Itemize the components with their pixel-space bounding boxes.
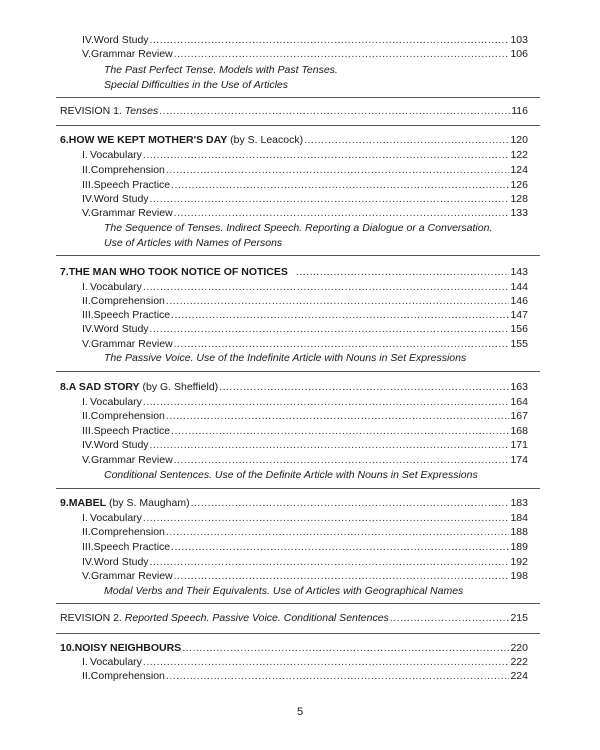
entry-page: 126	[510, 179, 528, 191]
entry-label: Grammar Review	[90, 570, 173, 582]
entry-page: 215	[510, 612, 528, 624]
entry-label: Word Study	[93, 34, 149, 46]
entry-description: Modal Verbs and Their Equivalents. Use of Articles with Geographical Names	[104, 585, 464, 597]
leader-dots	[150, 33, 510, 47]
toc-entry	[82, 294, 528, 308]
leader-dots	[390, 611, 510, 625]
entry-label: Comprehension	[90, 670, 165, 682]
leader-dots	[166, 163, 510, 177]
unit-number: 7.	[60, 266, 69, 278]
unit-title: NOISY NEIGHBOURS	[74, 642, 182, 654]
unit-author: (by G. Sheffield)	[142, 381, 219, 393]
unit-heading	[60, 133, 528, 147]
leader-dots	[143, 511, 510, 525]
entry-page: 106	[510, 48, 528, 60]
entry-page: 222	[510, 656, 528, 668]
leader-dots	[174, 47, 510, 61]
leader-dots	[219, 380, 509, 394]
entry-description: The Past Perfect Tense. Models with Past Tenses.	[104, 64, 338, 76]
entry-number: V.	[82, 48, 91, 60]
entry-number: I.	[82, 149, 88, 161]
leader-dots	[150, 555, 510, 569]
entry-label: Word Study	[93, 556, 149, 568]
entry-number: IV.	[82, 34, 94, 46]
entry-page: 220	[510, 642, 528, 654]
entry-page: 155	[510, 338, 528, 350]
entry-number: I.	[82, 396, 88, 408]
toc-entry	[82, 438, 528, 452]
leader-dots	[171, 178, 509, 192]
entry-number: IV.	[82, 193, 94, 205]
leader-dots	[174, 337, 510, 351]
toc-entry	[82, 308, 528, 322]
leader-dots	[159, 104, 510, 118]
entry-label: Grammar Review	[90, 338, 173, 350]
unit-title: A SAD STORY	[68, 381, 140, 393]
toc-entry	[82, 453, 528, 467]
leader-dots	[296, 265, 510, 279]
entry-label: Comprehension	[90, 164, 165, 176]
entry-number: III.	[82, 179, 94, 191]
revision-title: Tenses	[124, 105, 159, 117]
entry-page: 124	[510, 164, 528, 176]
leader-dots	[143, 280, 510, 294]
entry-description: Conditional Sentences. Use of the Definite Article with Nouns in Set Expressions	[104, 469, 478, 481]
entry-number: V.	[82, 570, 91, 582]
entry-label: Vocabulary	[89, 149, 142, 161]
revision-entry	[60, 104, 528, 118]
leader-dots	[171, 424, 509, 438]
entry-number: II.	[82, 295, 91, 307]
entry-number: IV.	[82, 439, 94, 451]
unit-number: 10.	[60, 642, 75, 654]
toc-entry	[82, 33, 528, 47]
entry-number: IV.	[82, 556, 94, 568]
divider	[56, 488, 540, 489]
entry-label: Vocabulary	[89, 656, 142, 668]
entry-label: Vocabulary	[89, 281, 142, 293]
entry-label: Grammar Review	[90, 48, 173, 60]
leader-dots	[182, 641, 509, 655]
leader-dots	[143, 395, 510, 409]
entry-label: Vocabulary	[89, 396, 142, 408]
toc-entry	[82, 178, 528, 192]
entry-label: Word Study	[93, 323, 149, 335]
leader-dots	[143, 148, 510, 162]
toc-entry	[82, 192, 528, 206]
entry-label: Comprehension	[90, 526, 165, 538]
entry-page: 188	[510, 526, 528, 538]
revision-entry	[60, 611, 528, 625]
entry-number: II.	[82, 526, 91, 538]
unit-heading	[60, 380, 528, 394]
entry-page: 147	[510, 309, 528, 321]
entry-label: Comprehension	[90, 410, 165, 422]
revision-prefix: REVISION 1.	[60, 105, 122, 117]
toc-entry	[82, 47, 528, 61]
entry-number: II.	[82, 410, 91, 422]
entry-number: V.	[82, 207, 91, 219]
entry-label: Grammar Review	[90, 454, 173, 466]
unit-author: (by S. Leacock)	[230, 134, 304, 146]
entry-number: I.	[82, 281, 88, 293]
entry-page: 122	[510, 149, 528, 161]
unit-title: HOW WE KEPT MOTHER'S DAY	[68, 134, 228, 146]
entry-page: 171	[510, 439, 528, 451]
entry-page: 128	[510, 193, 528, 205]
toc-entry	[82, 148, 528, 162]
entry-page: 143	[510, 266, 528, 278]
entry-page: 174	[510, 454, 528, 466]
entry-label: Speech Practice	[93, 541, 171, 553]
toc-entry	[82, 163, 528, 177]
entry-label: Word Study	[93, 439, 149, 451]
divider	[56, 633, 540, 634]
toc-entry	[82, 206, 528, 220]
entry-description: The Passive Voice. Use of the Indefinite Article with Nouns in Set Expressions	[104, 352, 467, 364]
leader-dots	[304, 133, 509, 147]
toc-entry	[82, 409, 528, 423]
unit-number: 6.	[60, 134, 69, 146]
divider	[56, 255, 540, 256]
entry-page: 189	[510, 541, 528, 553]
unit-heading	[60, 265, 528, 279]
entry-number: V.	[82, 338, 91, 350]
entry-page: 144	[510, 281, 528, 293]
entry-page: 120	[510, 134, 528, 146]
toc-entry	[82, 525, 528, 539]
page-number: 5	[296, 706, 304, 718]
entry-number: III.	[82, 309, 94, 321]
entry-label: Speech Practice	[93, 179, 171, 191]
toc-entry	[82, 555, 528, 569]
toc-entry	[82, 540, 528, 554]
revision-title: Reported Speech. Passive Voice. Conditional Sentences	[124, 612, 389, 624]
unit-heading	[60, 496, 528, 510]
toc-entry	[82, 337, 528, 351]
entry-page: 116	[511, 105, 528, 117]
leader-dots	[150, 322, 510, 336]
unit-heading	[60, 641, 528, 655]
divider	[56, 603, 540, 604]
entry-page: 192	[510, 556, 528, 568]
entry-number: III.	[82, 425, 94, 437]
entry-page: 198	[510, 570, 528, 582]
toc-entry	[82, 424, 528, 438]
leader-dots	[171, 308, 509, 322]
entry-page: 184	[510, 512, 528, 524]
entry-page: 168	[510, 425, 528, 437]
toc-entry	[82, 322, 528, 336]
leader-dots	[166, 525, 510, 539]
entry-page: 163	[510, 381, 528, 393]
entry-label: Word Study	[93, 193, 149, 205]
entry-number: I.	[82, 656, 88, 668]
entry-label: Grammar Review	[90, 207, 173, 219]
toc-entry	[82, 395, 528, 409]
entry-page: 167	[510, 410, 528, 422]
toc-entry	[82, 280, 528, 294]
leader-dots	[143, 655, 510, 669]
leader-dots	[150, 192, 510, 206]
toc-entry	[82, 511, 528, 525]
entry-number: V.	[82, 454, 91, 466]
entry-number: IV.	[82, 323, 94, 335]
divider	[56, 371, 540, 372]
entry-page: 133	[510, 207, 528, 219]
entry-page: 146	[510, 295, 528, 307]
entry-number: III.	[82, 541, 94, 553]
leader-dots	[174, 569, 510, 583]
divider	[56, 97, 540, 98]
unit-number: 8.	[60, 381, 69, 393]
toc-entry	[82, 655, 528, 669]
leader-dots	[166, 409, 510, 423]
entry-label: Vocabulary	[89, 512, 142, 524]
unit-title: THE MAN WHO TOOK NOTICE OF NOTICES	[68, 266, 288, 278]
toc-entry	[82, 569, 528, 583]
leader-dots	[150, 438, 510, 452]
leader-dots	[171, 540, 509, 554]
divider	[56, 125, 540, 126]
leader-dots	[166, 669, 510, 683]
entry-number: I.	[82, 512, 88, 524]
unit-author: (by S. Maugham)	[109, 497, 190, 509]
entry-page: 164	[510, 396, 528, 408]
leader-dots	[174, 206, 510, 220]
entry-label: Speech Practice	[93, 425, 171, 437]
entry-number: II.	[82, 670, 91, 682]
entry-description: The Sequence of Tenses. Indirect Speech. Reporting a Dialogue or a Conversation.	[104, 222, 493, 234]
entry-number: II.	[82, 164, 91, 176]
entry-label: Speech Practice	[93, 309, 171, 321]
entry-page: 156	[510, 323, 528, 335]
unit-number: 9.	[60, 497, 69, 509]
revision-prefix: REVISION 2.	[60, 612, 122, 624]
entry-page: 183	[510, 497, 528, 509]
toc-entry	[82, 669, 528, 683]
leader-dots	[166, 294, 510, 308]
entry-description: Use of Articles with Names of Persons	[104, 237, 283, 249]
unit-title: MABEL	[68, 497, 107, 509]
leader-dots	[174, 453, 510, 467]
entry-label: Comprehension	[90, 295, 165, 307]
entry-page: 103	[510, 34, 528, 46]
entry-description: Special Difficulties in the Use of Articles	[104, 79, 289, 91]
leader-dots	[191, 496, 510, 510]
entry-page: 224	[510, 670, 528, 682]
